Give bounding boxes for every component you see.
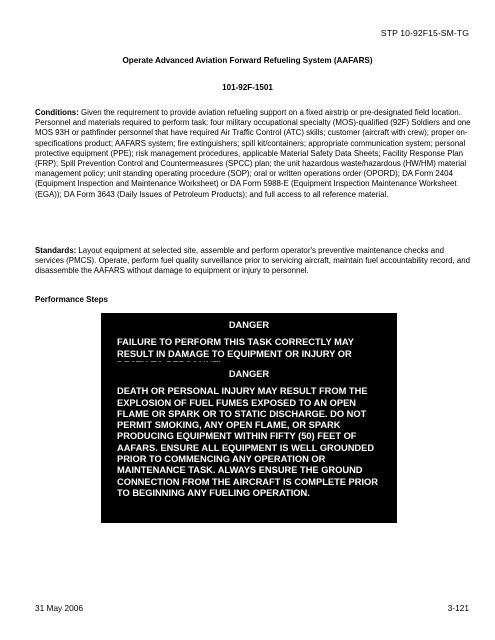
- task-title: Operate Advanced Aviation Forward Refueling System (AAFARS): [122, 56, 373, 65]
- conditions-text: Given the requirement to provide aviation refueling support on a fixed airstrip or pre-designated field location. Personnel and materials required to perform task: four military occupational specialty (MOS)-qualified (92F) Soldiers and one MOS 93H or pathfinder personnel that have required Air Traffic Control (ATC) skills; customer (aircraft with crew); proper on-specifications product; AAFARS system; fire extinguishers; spill kit/containers; appropriate communication system; personal protective equipment (PPE); risk management procedures, applicable Material Safety Data Sheets; Facility Response Plan (FRP); Spill Prevention Control and Countermeasures (SPCC) plan; the unit hazardous waste/hazardous (HW/HM) material management policy; unit standing operating procedure (SOP); oral or written operations order (OPORD); DA Form 2404 (Equipment Inspection and Maintenance Worksheet) or DA Form 5988-E (Equipment Inspection Maintenance Worksheet (EGA)); DA Form 3643 (Daily Issues of Petroleum Products); and full access to all reference material.: [35, 108, 471, 199]
- danger-text: DEATH OR PERSONAL INJURY MAY RESULT FROM THE EXPLOSION OF FUEL FUMES EXPOSED TO AN OPEN FLAME OR SPARK OR TO STATIC DISCHARGE. DO NOT PERMIT SMOKING, ANY OPEN FLAME, OR SPARK PRODUCING EQUIPMENT WITHIN FIFTY (50) FEET OF AAFARS. ENSURE ALL EQUIPMENT IS WELL GROUNDED PRIOR TO COMMENCING ANY OPERATION OR MAINTENANCE TASK. ALWAYS ENSURE THE GROUND CONNECTION FROM THE AIRCRAFT IS COMPLETE PRIOR TO BEGINNING ANY FUELING OPERATION.: [117, 386, 378, 498]
- footer-page-number: 3-121: [447, 603, 469, 613]
- performance-steps-heading: Performance Steps: [35, 295, 108, 304]
- conditions-paragraph: [35, 108, 475, 200]
- danger-text: FAILURE TO PERFORM THIS TASK CORRECTLY MAY RESULT IN DAMAGE TO EQUIPMENT OR INJURY OR: [117, 337, 354, 359]
- danger-box: [101, 362, 397, 523]
- standards-paragraph: [35, 246, 475, 277]
- danger-heading: DANGER: [228, 369, 270, 379]
- running-header: STP 10-92F15-SM-TG: [380, 28, 469, 38]
- task-number: 101-92F-1501: [222, 83, 273, 92]
- danger-heading: DANGER: [228, 320, 270, 330]
- standards-text: Layout equipment at selected site, assemble and perform operator's preventive maintenance checks and services (PMCS). Operate, perform fuel quality surveillance prior to servicing aircraft, maintain fuel accountability record, and disassemble the AAFARS without damage to equipment or injury to personnel.: [35, 246, 471, 276]
- conditions-label: Conditions:: [35, 108, 79, 117]
- footer-date: 31 May 2006: [35, 603, 83, 613]
- standards-label: Standards:: [35, 246, 77, 255]
